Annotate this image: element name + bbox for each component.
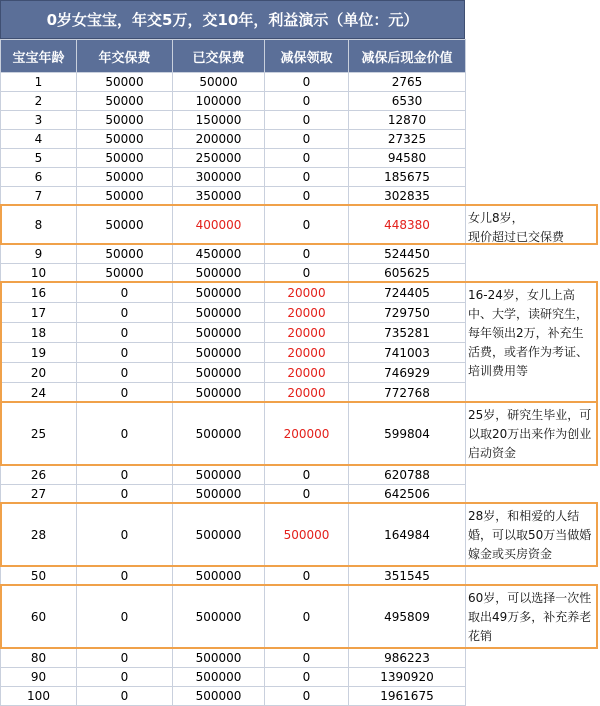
cell-cash: 599804 [349,403,466,466]
cell-paid: 500000 [173,264,265,283]
table-row [1,687,466,706]
cell-cash: 746929 [349,363,466,383]
cell-withdraw: 0 [265,567,349,586]
cell-withdraw: 0 [265,187,349,206]
cell-paid: 150000 [173,111,265,130]
cell-cash: 12870 [349,111,466,130]
cell-annual: 0 [77,485,173,504]
table-header-row [1,40,466,73]
cell-annual: 50000 [77,187,173,206]
cell-age: 4 [1,130,77,149]
col-header-withdrawal: 减保领取 [265,40,349,73]
table-row [1,668,466,687]
cell-cash: 302835 [349,187,466,206]
cell-cash: 448380 [349,206,466,245]
cell-cash: 642506 [349,485,466,504]
cell-age: 6 [1,168,77,187]
cell-withdraw: 0 [265,92,349,111]
cell-withdraw: 0 [265,485,349,504]
cell-age: 9 [1,245,77,264]
table-row [1,187,466,206]
table-row [1,92,466,111]
cell-cash: 1961675 [349,687,466,706]
cell-annual: 50000 [77,149,173,168]
table-row [1,130,466,149]
cell-paid: 500000 [173,303,265,323]
cell-annual: 0 [77,586,173,649]
table-row [1,363,466,383]
table-row [1,567,466,586]
cell-paid: 500000 [173,567,265,586]
table-row [1,485,466,504]
cell-age: 3 [1,111,77,130]
cell-withdraw: 20000 [265,343,349,363]
sheet-title: 0岁女宝宝，年交5万，交10年，利益演示（单位：元） [0,0,465,39]
cell-withdraw: 500000 [265,504,349,567]
note-age-60: 60岁，可以选择一次性取出49万多，补充养老花销 [468,591,592,643]
cell-annual: 0 [77,383,173,403]
cell-withdraw: 0 [265,206,349,245]
cell-annual: 50000 [77,264,173,283]
cell-paid: 500000 [173,466,265,485]
cell-age: 24 [1,383,77,403]
cell-withdraw: 20000 [265,323,349,343]
cell-age: 16 [1,283,77,303]
cell-age: 20 [1,363,77,383]
cell-paid: 500000 [173,283,265,303]
cell-paid: 200000 [173,130,265,149]
cell-annual: 0 [77,567,173,586]
cell-age: 1 [1,73,77,92]
cell-paid: 100000 [173,92,265,111]
table-row [1,403,466,466]
cell-paid: 500000 [173,383,265,403]
cell-age: 25 [1,403,77,466]
cell-cash: 735281 [349,323,466,343]
cell-age: 90 [1,668,77,687]
cell-paid: 500000 [173,649,265,668]
cell-cash: 724405 [349,283,466,303]
benefit-table [0,39,466,706]
cell-annual: 0 [77,323,173,343]
table-row [1,323,466,343]
cell-withdraw: 20000 [265,283,349,303]
table-row [1,383,466,403]
table-row [1,466,466,485]
cell-age: 5 [1,149,77,168]
cell-withdraw: 0 [265,687,349,706]
note-age-28: 28岁，和相爱的人结婚，可以取50万当做婚嫁金或买房资金 [468,509,592,561]
cell-withdraw: 200000 [265,403,349,466]
cell-annual: 0 [77,283,173,303]
cell-age: 8 [1,206,77,245]
cell-cash: 605625 [349,264,466,283]
cell-paid: 400000 [173,206,265,245]
cell-annual: 0 [77,343,173,363]
cell-age: 10 [1,264,77,283]
cell-cash: 6530 [349,92,466,111]
cell-withdraw: 0 [265,130,349,149]
cell-age: 100 [1,687,77,706]
cell-annual: 0 [77,466,173,485]
cell-withdraw: 20000 [265,363,349,383]
cell-withdraw: 0 [265,168,349,187]
cell-cash: 351545 [349,567,466,586]
cell-paid: 50000 [173,73,265,92]
cell-annual: 50000 [77,111,173,130]
table-row [1,283,466,303]
cell-annual: 50000 [77,130,173,149]
cell-paid: 250000 [173,149,265,168]
cell-age: 27 [1,485,77,504]
table-row [1,245,466,264]
cell-withdraw: 0 [265,111,349,130]
cell-withdraw: 0 [265,649,349,668]
cell-cash: 741003 [349,343,466,363]
cell-paid: 500000 [173,323,265,343]
cell-withdraw: 20000 [265,303,349,323]
table-row [1,149,466,168]
cell-paid: 350000 [173,187,265,206]
cell-annual: 0 [77,504,173,567]
cell-annual: 50000 [77,92,173,111]
note-age-16-24: 16-24岁，女儿上高中、大学，读研究生，每年领出2万，补充生活费，或者作为考证、培训费用等 [468,288,589,378]
cell-paid: 500000 [173,343,265,363]
cell-cash: 729750 [349,303,466,323]
cell-age: 28 [1,504,77,567]
table-row [1,264,466,283]
cell-age: 26 [1,466,77,485]
cell-withdraw: 20000 [265,383,349,403]
cell-cash: 164984 [349,504,466,567]
cell-age: 60 [1,586,77,649]
table-row [1,303,466,323]
cell-cash: 620788 [349,466,466,485]
table-row [1,111,466,130]
col-header-age: 宝宝年龄 [1,40,77,73]
table-row [1,649,466,668]
cell-paid: 300000 [173,168,265,187]
cell-withdraw: 0 [265,466,349,485]
cell-withdraw: 0 [265,264,349,283]
col-header-paid-premium: 已交保费 [173,40,265,73]
cell-paid: 500000 [173,586,265,649]
cell-paid: 500000 [173,485,265,504]
cell-annual: 0 [77,649,173,668]
cell-cash: 495809 [349,586,466,649]
col-header-annual-premium: 年交保费 [77,40,173,73]
cell-age: 18 [1,323,77,343]
note-age-8: 女儿8岁， 现价超过已交保费 [468,211,565,244]
cell-annual: 0 [77,668,173,687]
cell-cash: 1390920 [349,668,466,687]
cell-cash: 772768 [349,383,466,403]
table-row [1,343,466,363]
table-row [1,206,466,245]
cell-withdraw: 0 [265,668,349,687]
cell-age: 2 [1,92,77,111]
cell-paid: 500000 [173,668,265,687]
cell-annual: 50000 [77,73,173,92]
cell-paid: 500000 [173,363,265,383]
cell-age: 19 [1,343,77,363]
cell-cash: 524450 [349,245,466,264]
cell-age: 50 [1,567,77,586]
cell-withdraw: 0 [265,73,349,92]
cell-paid: 500000 [173,403,265,466]
cell-cash: 94580 [349,149,466,168]
table-body [1,73,466,706]
cell-age: 17 [1,303,77,323]
cell-cash: 986223 [349,649,466,668]
cell-annual: 50000 [77,168,173,187]
cell-paid: 500000 [173,687,265,706]
table-row [1,168,466,187]
cell-withdraw: 0 [265,586,349,649]
cell-age: 80 [1,649,77,668]
cell-paid: 450000 [173,245,265,264]
cell-withdraw: 0 [265,149,349,168]
cell-annual: 50000 [77,206,173,245]
cell-annual: 0 [77,303,173,323]
cell-age: 7 [1,187,77,206]
cell-annual: 50000 [77,245,173,264]
cell-annual: 0 [77,687,173,706]
cell-cash: 27325 [349,130,466,149]
cell-annual: 0 [77,363,173,383]
table-row [1,73,466,92]
note-age-25: 25岁，研究生毕业，可以取20万出来作为创业启动资金 [468,408,592,460]
cell-annual: 0 [77,403,173,466]
table-row [1,586,466,649]
table-row [1,504,466,567]
cell-cash: 185675 [349,168,466,187]
cell-paid: 500000 [173,504,265,567]
col-header-cash-value: 减保后现金价值 [349,40,466,73]
cell-withdraw: 0 [265,245,349,264]
cell-cash: 2765 [349,73,466,92]
